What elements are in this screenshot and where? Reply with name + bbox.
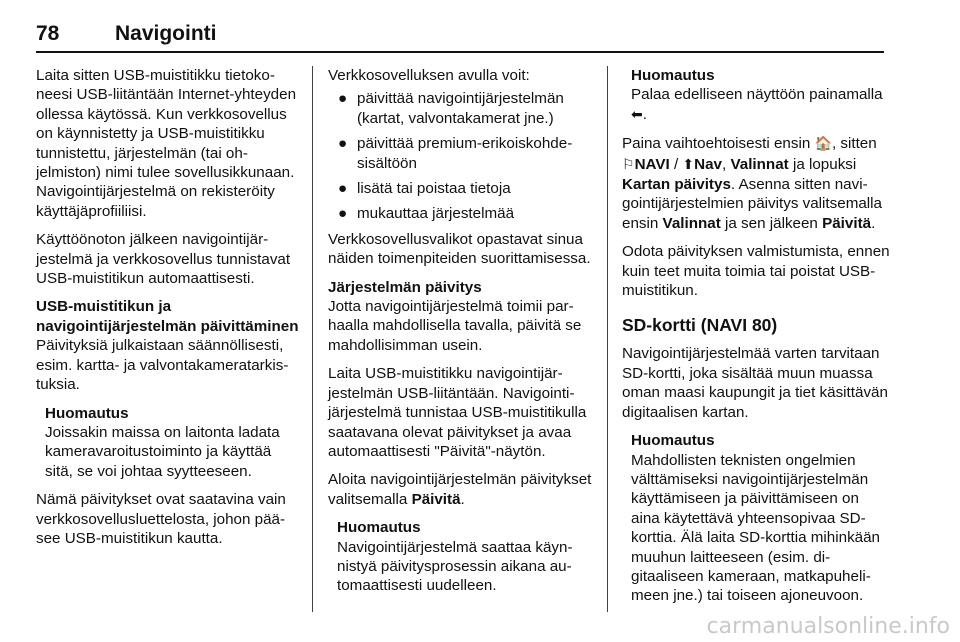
subheading-line-1: USB-muistitikun ja (36, 298, 172, 316)
text-span: ja lopuksi (788, 155, 857, 173)
paragraph-update-often: Jotta navigointijärjestelmä toimii parhaalla mahdollisella tavalla, päivitä se mahdollisimman usein. (328, 298, 582, 354)
paragraph-updates-released: Päivityksiä julkaistaan säännöllisesti, esim. kartta- ja valvontakameratarkistuksia. (36, 337, 289, 394)
note-restart (328, 518, 596, 596)
paragraph-web-app-intro: Verkkosovelluksen avulla voit: (328, 67, 530, 84)
list-item-text: päivittää navigointijärjestelmän (kartat, valvontakamerat jne.) (357, 90, 564, 127)
home-icon: 🏠 (814, 136, 832, 153)
note-sd-compatible (622, 431, 890, 606)
map-update-label: Kartan päivitys (622, 176, 731, 194)
list-item (328, 204, 596, 223)
paragraph-usb-setup: Laita sitten USB-muistitikku tietokoneesi USB-liitäntään Internet-yhteyden ollessa käytössä. Kun verkkosovellus on käynnistetty ja USB-muistitikku tunnistettu, järjestelmän (tai ohjelmiston) nimi tulee sovellusikkunaan. Navigointijärjestelmä on rekisteröity käyttäjäprofiiliisi. (36, 67, 297, 220)
paragraph-auto-detect: Käyttöönoton jälkeen navigointijärjestelmä ja verkkosovellus tunnistavat USB-muistitikun automaattisesti. (36, 231, 291, 288)
text-span: . Asenna sitten navigointijärjestelmien päivitys valitsemalla ensin (622, 176, 882, 232)
bullet-icon: ● (338, 205, 348, 223)
subheading-system-update: Järjestelmän päivitys (328, 278, 482, 296)
text-span: ja sen jälkeen (720, 214, 823, 232)
bullet-icon: ● (338, 180, 348, 198)
paragraph-menus-guide: Verkkosovellusvalikot opastavat sinua näiden toimenpiteiden suorittamisessa. (328, 230, 591, 268)
paragraph-updates-availability: Nämä päivitykset ovat saatavina vain verkkosovellusluettelosta, johon pääsee USB-muistitikun kautta. (36, 491, 286, 547)
flag-icon: ⚐ (622, 156, 635, 173)
page-title: Navigointi (115, 22, 217, 45)
update-label: Päivitä (822, 214, 872, 232)
header-rule (36, 51, 884, 53)
bullet-icon: ● (338, 135, 348, 153)
page-number: 78 (36, 22, 60, 45)
text-span: . (460, 490, 465, 508)
column-2 (328, 66, 596, 605)
list-item-text: päivittää premium-erikoiskohdesisältöön (357, 135, 573, 172)
section-title-sd-card: SD-kortti (NAVI 80) (622, 315, 778, 336)
note-label: Huomautus (337, 519, 421, 537)
text-span: / (669, 155, 683, 173)
paragraph-menu-path (622, 134, 890, 233)
text-span: . (642, 105, 647, 123)
text-span: Aloita navigointijärjestelmän päivitykset valitsemalla (328, 471, 592, 508)
update-option-label: Päivitä (411, 490, 461, 508)
list-item-text: lisätä tai poistaa tietoja (357, 180, 511, 198)
paragraph-sd-card: Navigointijärjestelmää varten tarvitaan SD-kortti, joka sisältää muun muassa oman maasi kaupungit ja tiet käsittävän digitaalisen kartan. (622, 345, 888, 421)
watermark: carmanualsonline.info (706, 614, 950, 639)
note-text: Navigointijärjestelmä saattaa käynnistyä päivitysprosessin aikana automaattisesti uudelleen. (337, 538, 573, 595)
column-divider-1 (312, 66, 313, 612)
text-span: , (722, 155, 731, 173)
note-back (622, 66, 890, 125)
note-label: Huomautus (631, 67, 715, 84)
bullet-icon: ● (338, 90, 348, 108)
note-text (631, 85, 890, 125)
paragraph-start-update (328, 470, 596, 509)
text-span: Paina vaihtoehtoisesti ensin (622, 135, 815, 153)
note-label: Huomautus (45, 404, 129, 422)
subheading-usb-update (36, 297, 300, 336)
valinnat-label: Valinnat (730, 155, 789, 173)
navi-label: NAVI (634, 155, 670, 173)
nav-label: Nav (694, 155, 723, 173)
valinnat-label-2: Valinnat (662, 214, 721, 232)
text-span: . (871, 214, 876, 232)
column-3 (622, 66, 890, 615)
nav-arrow-icon: ⬆ (682, 156, 695, 173)
list-item (328, 134, 596, 173)
list-item (328, 179, 596, 198)
page-header (36, 22, 884, 52)
subheading-line-2: navigointijärjestelmän päivittäminen (36, 317, 299, 335)
paragraph-wait-update: Odota päivityksen valmistumista, ennen kuin teet muita toimia tai poistat USB-muistitikun. (622, 243, 890, 300)
list-item (328, 89, 596, 128)
list-item-text: mukauttaa järjestelmää (357, 205, 515, 223)
bullet-list (328, 89, 596, 223)
column-divider-2 (607, 66, 608, 612)
note-text: Mahdollisten teknisten ongelmien välttämiseksi navigointijärjestelmän käyttämiseen ja päivittämiseen on aina käytettävä yhteensopivaa SD-korttia. Älä laita SD-korttia mihinkään muuhun laitteeseen (esim. digitaaliseen kameraan, matkapuhelimeen jne.) tai toiseen ajoneuvoon. (631, 451, 881, 605)
note-camera-warning (36, 404, 300, 482)
text-span: Palaa edelliseen näyttöön painamalla (631, 86, 883, 104)
note-label: Huomautus (631, 432, 715, 450)
back-arrow-icon: ⬅ (631, 106, 643, 123)
note-text: Joissakin maissa on laitonta ladata kameravaroitustoiminto ja käyttää sitä, se voi johtaa syytteeseen. (45, 423, 280, 480)
paragraph-plug-usb: Laita USB-muistitikku navigointijärjestelmän USB-liitäntään. Navigointijärjestelmä tunnistaa USB-muistitikulla saatavana olevat päivitykset ja avaa automaattisesti "Päivitä"-näytön. (328, 365, 587, 460)
column-1 (36, 66, 300, 557)
text-span: , sitten (831, 135, 877, 153)
